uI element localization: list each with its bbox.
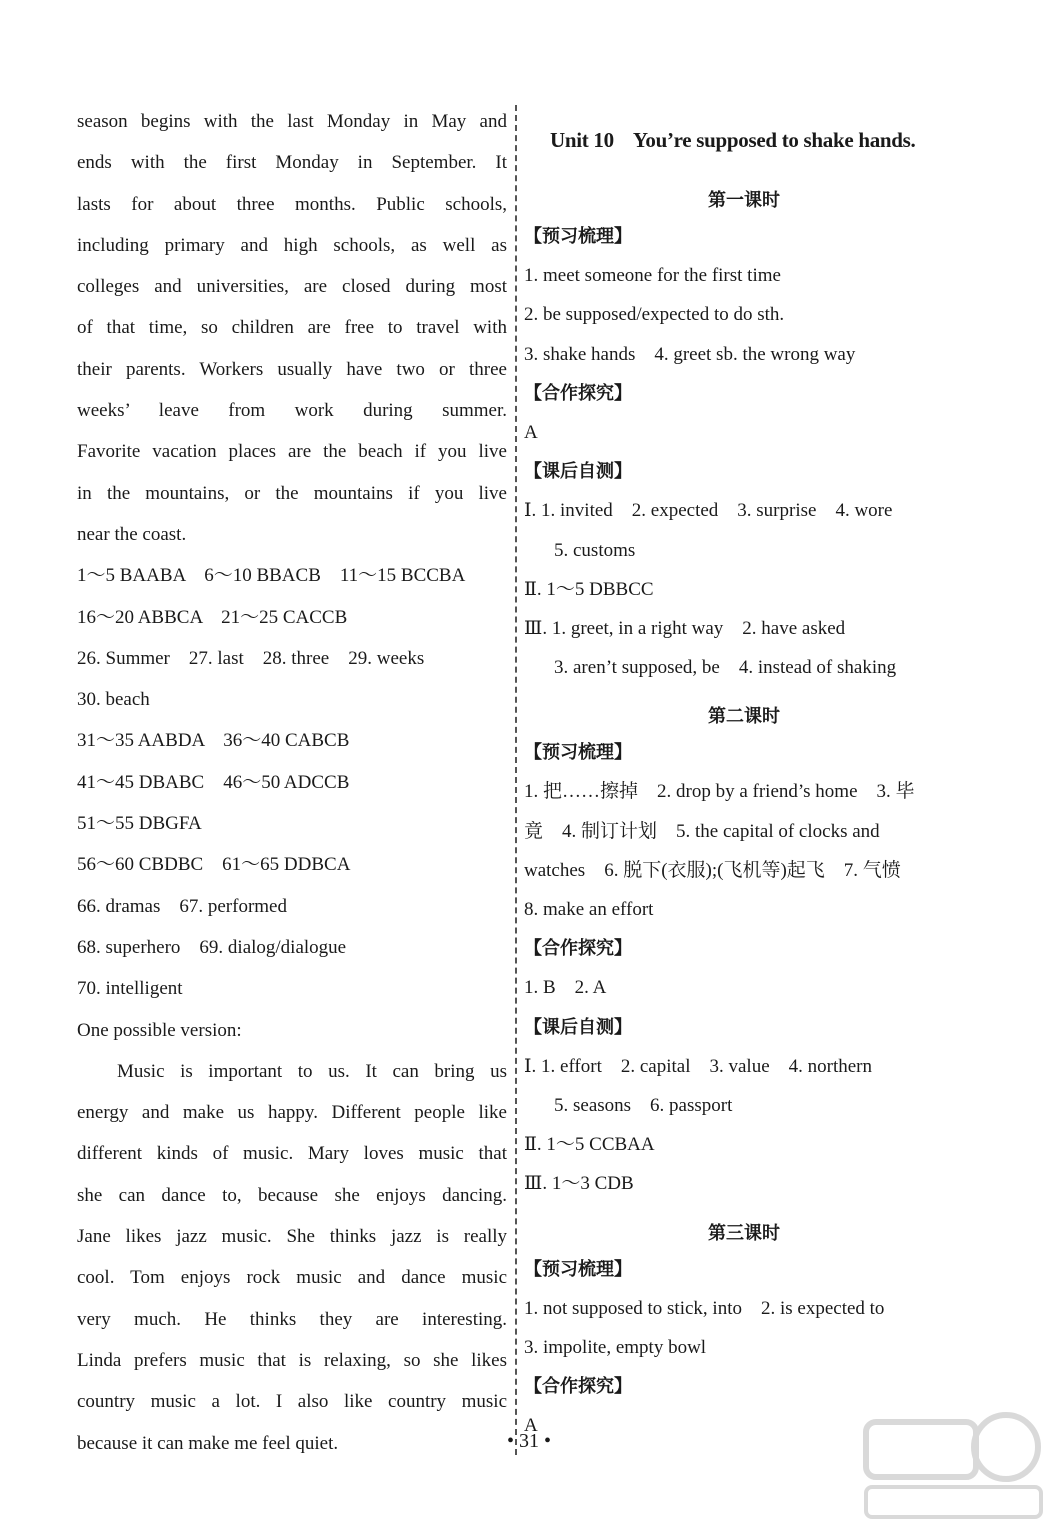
text-line: ends with the first Monday in September. It <box>77 152 507 174</box>
answer-line: 1. B 2. A <box>524 977 607 999</box>
answer-line: 3. shake hands 4. greet sb. the wrong way <box>524 343 856 365</box>
answer-line: Ⅱ. 1～5 DBBCC <box>524 578 654 600</box>
lesson-3-title: 第三课时 <box>708 1222 780 1243</box>
answer-line: 1. meet someone for the first time <box>524 265 781 287</box>
answer-line: 31～35 AABDA 36～40 CABCB <box>77 730 350 752</box>
answer-line: 1. not supposed to stick, into 2. is expected to <box>524 1297 885 1319</box>
answer-line: 51～55 DBGFA <box>77 813 202 835</box>
answer-line: Ⅰ. 1. invited 2. expected 3. surprise 4. wore <box>524 500 893 522</box>
answer-line: 3. aren’t supposed, be 4. instead of shaking <box>554 657 897 679</box>
unit-title: Unit 10 You’re supposed to shake hands. <box>550 128 916 152</box>
answer-line: 竟 4. 制订计划 5. the capital of clocks and <box>524 820 880 842</box>
essay-line: she can dance to, because she enjoys dancing. <box>77 1184 507 1206</box>
self-test-header: 【课后自测】 <box>524 461 632 483</box>
text-line: season begins with the last Monday in May and <box>77 111 507 132</box>
essay-line: very much. He thinks they are interesting. <box>77 1308 507 1330</box>
right-column <box>524 101 964 1445</box>
text-line: of that time, so children are free to travel with <box>77 317 507 339</box>
essay-line: different kinds of music. Mary loves music that <box>77 1143 507 1165</box>
text-line: weeks’ leave from work during summer. <box>77 400 507 422</box>
lesson-2-title: 第二课时 <box>708 706 780 727</box>
answer-line: Ⅲ. 1～3 CDB <box>524 1173 634 1195</box>
answer-line: watches 6. 脱下(衣服);(飞机等)起飞 7. 气愤 <box>524 859 901 881</box>
answer-key <box>77 555 507 1051</box>
text-line: Favorite vacation places are the beach if you live <box>77 441 507 463</box>
column-divider <box>515 105 517 1455</box>
text-line: including primary and high schools, as well as <box>77 234 507 256</box>
text-line: colleges and universities, are closed during most <box>77 276 507 298</box>
watermark-logo <box>856 1402 1046 1522</box>
reading-paragraph <box>77 101 507 555</box>
answer-line: 2. be supposed/expected to do sth. <box>524 304 785 326</box>
text-line: their parents. Workers usually have two or three <box>77 358 507 380</box>
answer-line: One possible version: <box>77 1019 242 1041</box>
answer-line: 66. dramas 67. performed <box>77 895 287 917</box>
answer-line: 5. customs <box>554 539 636 561</box>
answer-line: 26. Summer 27. last 28. three 29. weeks <box>77 647 425 669</box>
answer-line: 68. superhero 69. dialog/dialogue <box>77 936 347 958</box>
left-column <box>77 101 507 1464</box>
preview-header: 【预习梳理】 <box>524 742 632 764</box>
answer-line: 41～45 DBABC 46～50 ADCCB <box>77 771 350 793</box>
answer-line: 30. beach <box>77 689 150 711</box>
answer-line: 5. seasons 6. passport <box>554 1094 733 1116</box>
page-number: • 31 • <box>506 1430 551 1452</box>
answer-line: 16～20 ABBCA 21～25 CACCB <box>77 606 348 628</box>
answer-line: A <box>524 421 538 443</box>
answer-line: 70. intelligent <box>77 978 183 1000</box>
essay-line: energy and make us happy. Different people like <box>77 1102 507 1124</box>
answer-line: 56～60 CBDBC 61～65 DDBCA <box>77 854 351 876</box>
answer-line: A <box>524 1415 538 1437</box>
self-test-header: 【课后自测】 <box>524 1016 632 1038</box>
essay-line: Linda prefers music that is relaxing, so she likes <box>77 1349 507 1371</box>
answer-line: 1. 把……擦掉 2. drop by a friend’s home 3. 毕 <box>524 781 915 803</box>
cooperation-header: 【合作探究】 <box>524 938 632 960</box>
answer-line: 8. make an effort <box>524 899 654 920</box>
essay-line: country music a lot. I also like country music <box>77 1391 507 1413</box>
essay-line: Music is important to us. It can bring us <box>117 1060 507 1082</box>
essay-line: Jane likes jazz music. She thinks jazz is really <box>77 1226 507 1248</box>
text-line: in the mountains, or the mountains if you live <box>77 482 507 504</box>
answer-line: Ⅰ. 1. effort 2. capital 3. value 4. northern <box>524 1055 873 1077</box>
cooperation-header: 【合作探究】 <box>524 1376 632 1398</box>
preview-header: 【预习梳理】 <box>524 226 632 247</box>
cooperation-header: 【合作探究】 <box>524 382 632 404</box>
lesson-1-title: 第一课时 <box>708 190 780 210</box>
answer-line: 3. impolite, empty bowl <box>524 1336 707 1358</box>
essay-line: cool. Tom enjoys rock music and dance music <box>77 1267 507 1289</box>
answer-line: 1～5 BAABA 6～10 BBACB 11～15 BCCBA <box>77 565 466 587</box>
preview-header: 【预习梳理】 <box>524 1258 632 1280</box>
text-line: near the coast. <box>77 523 187 545</box>
answer-line: Ⅱ. 1～5 CCBAA <box>524 1134 655 1156</box>
text-line: lasts for about three months. Public schools, <box>77 193 507 215</box>
answer-line: Ⅲ. 1. greet, in a right way 2. have asked <box>524 617 846 639</box>
sample-essay <box>77 1051 507 1464</box>
essay-line: because it can make me feel quiet. <box>77 1432 339 1454</box>
